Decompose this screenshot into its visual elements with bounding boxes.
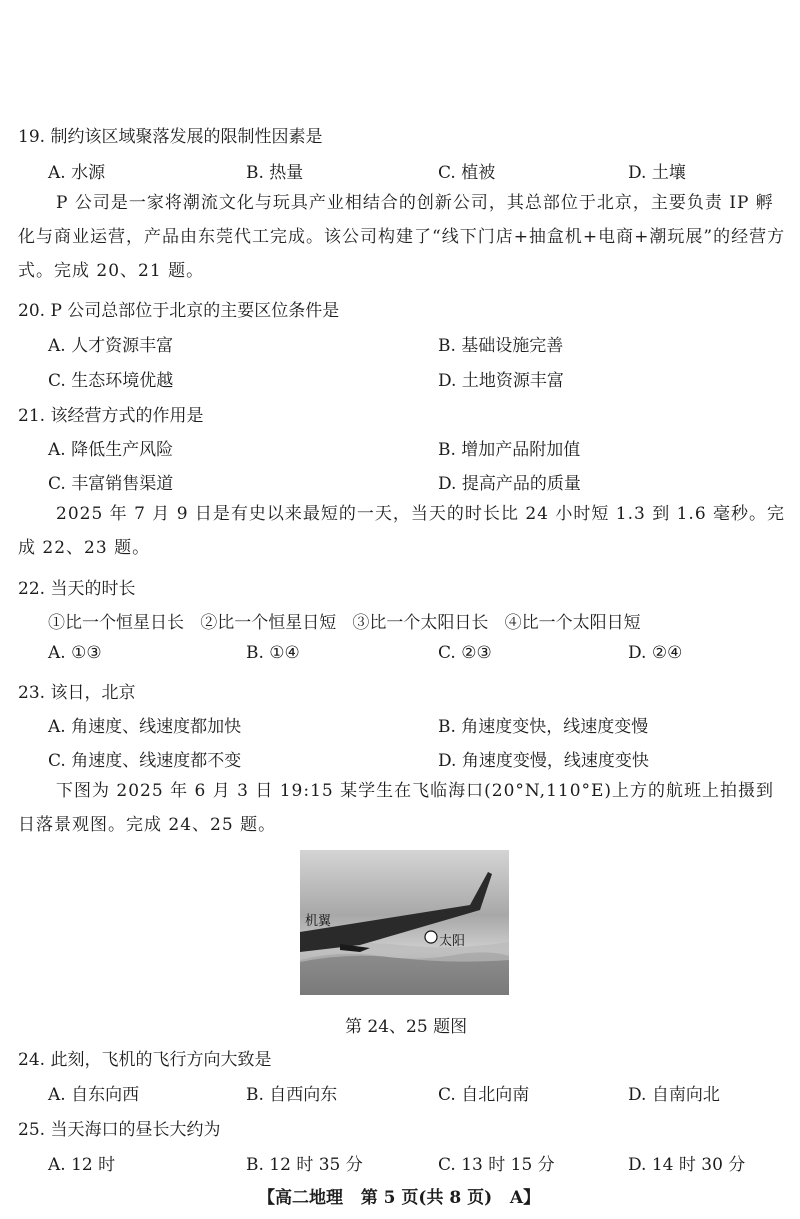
q21-option-c: C. 丰富销售渠道 [48, 474, 174, 494]
q25-option-d: D. 14 时 30 分 [628, 1155, 746, 1175]
q22-option-d: D. ②④ [628, 643, 683, 663]
figure-label-sun: 太阳 [439, 934, 466, 949]
q19-option-d: D. 土壤 [628, 163, 686, 183]
q19-option-c: C. 植被 [438, 163, 496, 183]
q22-option-c: C. ②③ [438, 643, 492, 663]
photo-drawing [300, 850, 509, 995]
passage-p-company: P 公司是一家将潮流文化与玩具产业相结合的创新公司，其总部位于北京，主要负责 IP 孵化与商业运营，产品由东莞代工完成。该公司构建了“线下门店+抽盒机+电商+潮玩展”的经营方式。完成 20、21 题。 [18, 193, 786, 281]
q20-option-b: B. 基础设施完善 [438, 336, 564, 356]
q21-option-d: D. 提高产品的质量 [438, 474, 581, 494]
q25-option-c: C. 13 时 15 分 [438, 1155, 555, 1175]
sun-marker-icon [425, 931, 437, 943]
q22-option-b: B. ①④ [246, 643, 300, 663]
q25-option-b: B. 12 时 35 分 [246, 1155, 363, 1175]
question-21-stem: 21. 该经营方式的作用是 [18, 406, 204, 426]
question-23-stem: 23. 该日，北京 [18, 683, 136, 703]
sunset-wing-photo [300, 850, 509, 995]
passage-shortest-day: 2025 年 7 月 9 日是有史以来最短的一天，当天的时长比 24 小时短 1.3 到 1.6 毫秒。完成 22、23 题。 [18, 504, 786, 558]
q23-option-d: D. 角速度变慢，线速度变快 [438, 751, 649, 771]
q24-option-d: D. 自南向北 [628, 1085, 720, 1105]
figure-caption: 第 24、25 题图 [345, 1017, 468, 1037]
q24-option-b: B. 自西向东 [246, 1085, 338, 1105]
q20-option-a: A. 人才资源丰富 [48, 336, 174, 356]
q21-option-b: B. 增加产品附加值 [438, 440, 581, 460]
figure-label-wing: 机翼 [305, 914, 332, 929]
q19-option-a: A. 水源 [48, 163, 106, 183]
q22-statements: ①比一个恒星日长 ②比一个恒星日短 ③比一个太阳日长 ④比一个太阳日短 [48, 613, 641, 633]
question-20-stem: 20. P 公司总部位于北京的主要区位条件是 [18, 301, 340, 321]
q23-option-b: B. 角速度变快，线速度变慢 [438, 717, 649, 737]
q25-option-a: A. 12 时 [48, 1155, 116, 1175]
question-22-stem: 22. 当天的时长 [18, 579, 136, 599]
question-25-stem: 25. 当天海口的昼长大约为 [18, 1120, 221, 1140]
q19-option-b: B. 热量 [246, 163, 304, 183]
q23-option-a: A. 角速度、线速度都加快 [48, 717, 242, 737]
question-24-stem: 24. 此刻，飞机的飞行方向大致是 [18, 1050, 272, 1070]
q20-option-d: D. 土地资源丰富 [438, 371, 564, 391]
q23-option-c: C. 角速度、线速度都不变 [48, 751, 242, 771]
q21-option-a: A. 降低生产风险 [48, 440, 174, 460]
q20-option-c: C. 生态环境优越 [48, 371, 174, 391]
page-footer: 【高二地理 第 5 页(共 8 页) A】 [258, 1188, 541, 1208]
q24-option-a: A. 自东向西 [48, 1085, 140, 1105]
question-19-stem: 19. 制约该区域聚落发展的限制性因素是 [18, 127, 323, 147]
q22-option-a: A. ①③ [48, 643, 102, 663]
q24-option-c: C. 自北向南 [438, 1085, 530, 1105]
passage-sunset-photo: 下图为 2025 年 6 月 3 日 19:15 某学生在飞临海口(20°N,110°E)上方的航班上拍摄到日落景观图。完成 24、25 题。 [18, 781, 775, 835]
